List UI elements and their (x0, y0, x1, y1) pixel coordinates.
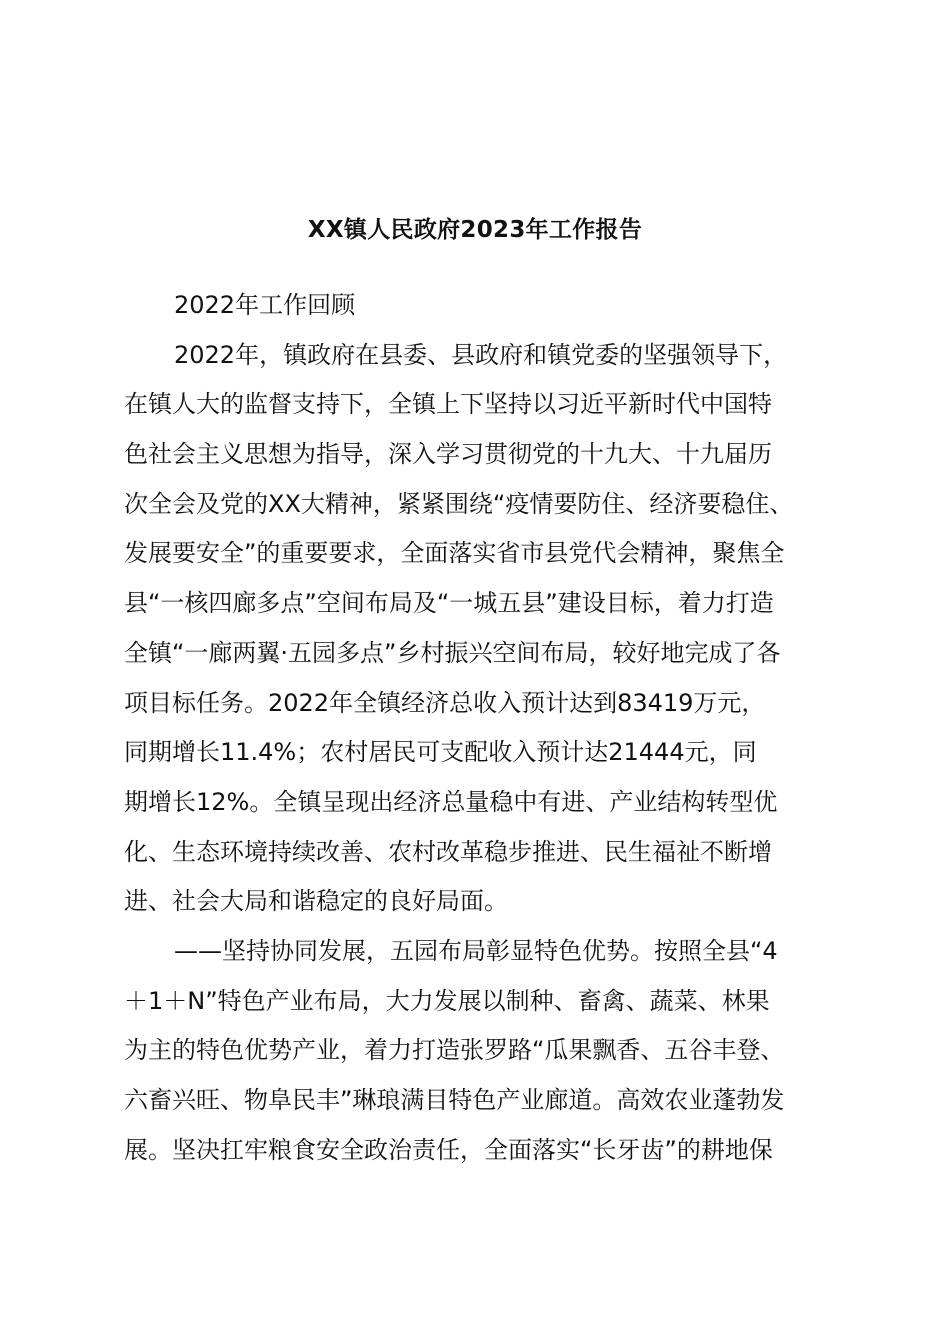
paragraph-1-line: 同期增长11.4%；农村居民可支配收入预计达21444元，同 (124, 738, 757, 767)
paragraph-2-line: 六畜兴旺、物阜民丰”琳琅满目特色产业廊道。高效农业蓬勃发 (124, 1086, 785, 1114)
paragraph-1-line: 进、社会大局和谐稳定的良好局面。 (124, 887, 508, 916)
paragraph-1-line: 色社会主义思想为指导，深入学习贯彻党的十九大、十九届历 (124, 440, 772, 469)
paragraph-1-line: 期增长12%。全镇呈现出经济总量稳中有进、产业结构转型优 (124, 787, 778, 816)
paragraph-1-line: 2022年，镇政府在县委、县政府和镇党委的坚强领导下， (174, 340, 788, 369)
paragraph-1-line: 发展要安全”的重要要求，全面落实省市县党代会精神，聚焦全 (124, 539, 785, 568)
section-heading: 2022年工作回顾 (174, 291, 356, 319)
paragraph-1-line: 次全会及党的XX大精神，紧紧围绕“疫情要防住、经济要稳住、 (124, 489, 794, 518)
paragraph-2-line: 为主的特色优势产业，着力打造张罗路“瓜果飘香、五谷丰登、 (124, 1036, 785, 1065)
paragraph-1-line: 县“一核四廊多点”空间布局及“一城五县”建设目标，着力打造 (124, 589, 774, 618)
paragraph-2-line: 展。坚决扛牢粮食安全政治责任，全面落实“长牙齿”的耕地保 (124, 1135, 773, 1164)
paragraph-1-line: 全镇“一廊两翼·五园多点”乡村振兴空间布局，较好地完成了各 (124, 638, 781, 667)
paragraph-1-line: 化、生态环境持续改善、农村改革稳步推进、民生福祉不断增 (124, 837, 772, 866)
document-body (124, 281, 840, 1175)
paragraph-1-line: 在镇人大的监督支持下，全镇上下坚持以习近平新时代中国特 (124, 390, 772, 419)
paragraph-2-line: ——坚持协同发展，五园布局彰显特色优势。按照全县“4 (174, 936, 778, 965)
paragraph-2-line: ＋1＋N”特色产业布局，大力发展以制种、畜禽、蔬菜、林果 (124, 986, 770, 1015)
document-title: XX镇人民政府2023年工作报告 (307, 217, 643, 243)
paragraph-1-line: 项目标任务。2022年全镇经济总收入预计达到83419万元， (124, 688, 766, 717)
